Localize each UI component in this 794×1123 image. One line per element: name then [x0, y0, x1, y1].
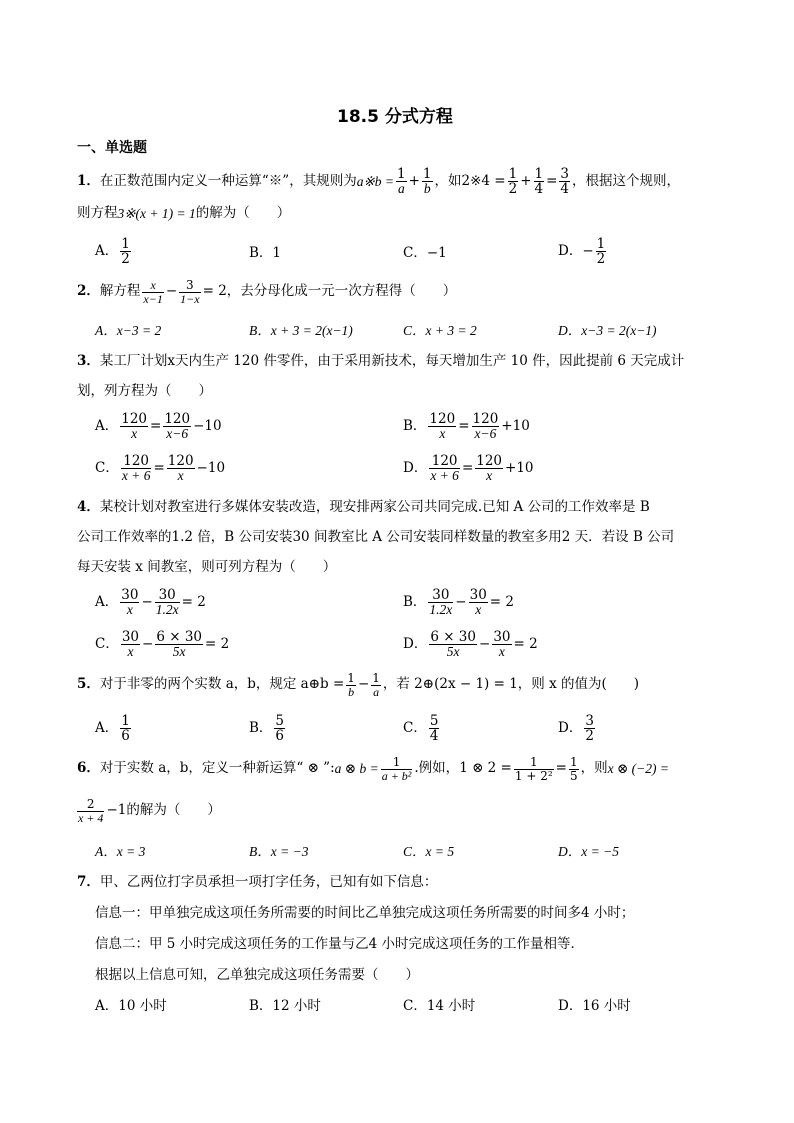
operator: −	[479, 635, 491, 652]
question-text: 某工厂计划x天内生产 120 件零件，由于采用新技术，每天增加生产 10 件，因此提前 6 天完成计	[99, 353, 685, 369]
fraction: $\frac{120}{x}$	[429, 411, 456, 442]
fraction: $\frac{1}{\text{a + b²}}$	[381, 755, 412, 783]
fraction: $\frac{120}{x + 6}$	[121, 453, 151, 484]
formula: = 2	[513, 635, 538, 652]
fraction: $\frac{120}{x}$	[121, 411, 148, 442]
option-label: D．	[558, 242, 583, 259]
formula: a※b =	[356, 173, 395, 189]
option-label: D．	[403, 459, 428, 476]
option-label: A．	[95, 417, 119, 434]
fraction: $\frac{30}{x}$	[121, 587, 139, 618]
option-c[interactable]	[95, 630, 229, 659]
option-c[interactable]	[403, 714, 441, 743]
option-a[interactable]	[95, 237, 133, 266]
operator: −	[455, 593, 467, 610]
question-4-line-2: 公司工作效率的1.2 倍，B 公司安装30 间教室比 A 公司安装同样数量的教室多用2 天．若设 B 公司	[77, 529, 675, 545]
question-6-line-2	[75, 798, 221, 824]
option-b[interactable]: B．12 小时	[249, 998, 321, 1014]
question-number: 7．	[77, 874, 100, 890]
question-text: 在正数范围内定义一种运算“※”，其规则为	[99, 172, 357, 189]
question-3-line-1	[77, 355, 684, 369]
option-b[interactable]: B．x + 3 = 2(x−1)	[249, 323, 353, 338]
option-b[interactable]	[403, 412, 530, 441]
formula: 3※(x + 1) = 1	[117, 206, 196, 221]
question-7-prompt: 根据以上信息可知，乙单独完成这项任务需要（ ）	[95, 967, 419, 983]
formula: 2※4 =	[461, 172, 506, 189]
fraction: $\frac{2}{x + 4}$	[78, 797, 104, 825]
fraction: $\frac{120}{x + 6}$	[430, 453, 459, 484]
question-text: 的解为（ ）	[195, 205, 291, 221]
formula: = 2	[489, 593, 514, 610]
fraction: $\frac{30}{x}$	[469, 587, 487, 618]
formula: −10	[196, 459, 226, 476]
question-4-line-1	[77, 501, 650, 515]
fraction: $\frac{1}{\text{1 + 2²}}$	[514, 755, 553, 783]
operator: =	[458, 417, 470, 434]
fraction: $\frac{30}{x}$	[493, 629, 511, 660]
option-label: B．	[249, 719, 273, 736]
formula: = 2	[205, 635, 230, 652]
operator: −	[141, 593, 153, 610]
option-label: A．	[95, 242, 119, 259]
fraction: $\frac{120}{x-6}$	[164, 411, 191, 442]
option-label: C．	[95, 635, 119, 652]
question-text: −1的解为（ ）	[106, 802, 221, 819]
fraction: $\frac{3}{2}$	[585, 713, 594, 745]
option-a[interactable]	[95, 588, 206, 617]
question-1-line-1	[77, 167, 680, 196]
question-text: ，则	[580, 760, 608, 777]
option-d[interactable]	[403, 454, 534, 483]
option-d[interactable]: D．16 小时	[558, 998, 631, 1014]
question-text: 某校计划对教室进行多媒体安装改造，现安排两家公司共同完成.已知 A 公司的工作效率是 B	[99, 499, 650, 515]
formula: = 2	[181, 593, 206, 610]
formula: +10	[501, 417, 530, 434]
option-d[interactable]	[558, 237, 608, 266]
fraction: $\frac{1}{2}$	[508, 166, 518, 198]
question-text: ，根据这个规则，	[572, 172, 681, 189]
fraction: $\frac{1}{a}$	[372, 671, 380, 699]
option-d[interactable]: D．x = −5	[558, 844, 619, 859]
option-a[interactable]	[95, 412, 222, 441]
operator: =	[153, 459, 165, 476]
formula: x ⊗ (−2) =	[607, 761, 669, 777]
question-number: 6．	[77, 760, 100, 777]
info-1: 信息一：甲单独完成这项任务所需要的时间比乙单独完成这项任务所需要的时间多4 小时；	[95, 905, 635, 921]
option-a[interactable]: A．10 小时	[95, 998, 167, 1014]
question-5-line-1	[77, 672, 639, 698]
page-title: 18.5 分式方程	[337, 107, 453, 127]
question-text: .例如，	[414, 760, 460, 777]
operator: =	[546, 172, 558, 189]
question-text: ，如	[434, 172, 462, 189]
operator: −	[142, 635, 154, 652]
operator: =	[461, 459, 474, 476]
question-number: 5．	[77, 676, 100, 693]
operator: +	[408, 172, 420, 189]
question-3-line-2: 划，列方程为（ ）	[77, 383, 212, 399]
option-label: D．	[558, 719, 583, 736]
operator: =	[555, 760, 567, 777]
operator: −	[357, 676, 370, 693]
fraction: $\frac{1}{2}$	[121, 236, 130, 268]
question-6-line-1	[77, 756, 669, 782]
question-7-line-1	[77, 876, 437, 890]
fraction: $\frac{120}{x-6}$	[472, 411, 499, 442]
option-a[interactable]	[95, 714, 133, 743]
fraction: $\frac{1}{b}$	[347, 671, 355, 699]
option-b[interactable]	[403, 588, 514, 617]
fraction: $\frac{6 \times 30}{5x}$	[156, 629, 203, 660]
fraction: $\frac{1}{b}$	[422, 166, 432, 197]
option-d[interactable]: D．x−3 = 2(x−1)	[558, 323, 657, 338]
question-text: = 2，去分母化成一元一次方程得（ ）	[202, 283, 457, 300]
question-text: 对于非零的两个实数 a，b，规定 a⊕b =	[99, 676, 345, 693]
question-1-line-2	[77, 207, 290, 221]
question-number: 4．	[77, 499, 100, 515]
option-label: C．	[403, 719, 427, 736]
fraction: $\frac{120}{x}$	[476, 453, 503, 484]
option-label: A．	[95, 593, 119, 610]
fraction: $\frac{1}{2}$	[596, 236, 606, 268]
fraction: $\frac{1}{6}$	[121, 713, 130, 745]
fraction: $\frac{1}{5}$	[569, 755, 578, 783]
fraction: $\frac{30}{1.2x}$	[155, 587, 179, 618]
fraction: $\frac{3}{4}$	[560, 166, 570, 198]
question-text: 则方程	[77, 205, 118, 221]
option-c[interactable]: C．−1	[403, 245, 447, 261]
operator: −	[165, 283, 178, 300]
option-b[interactable]	[249, 714, 287, 743]
option-a[interactable]: A．x = 3	[95, 844, 146, 859]
formula: a ⊗ b =	[334, 761, 379, 777]
fraction: $\frac{30}{x}$	[121, 629, 140, 660]
formula: 1 ⊗ 2 =	[459, 760, 512, 777]
option-label: B．	[403, 593, 427, 610]
fraction: $\frac{6 \times 30}{5x}$	[430, 629, 476, 660]
fraction: $\frac{x}{x-1}$	[143, 278, 163, 306]
option-b[interactable]: B．1	[249, 245, 282, 261]
option-label: C．	[95, 459, 119, 476]
info-2: 信息二：甲 5 小时完成这项任务的工作量与乙4 小时完成这项任务的工作量相等．	[95, 936, 585, 952]
fraction: $\frac{5}{4}$	[429, 713, 439, 745]
section-heading: 一、单选题	[77, 140, 147, 156]
fraction: $\frac{5}{6}$	[275, 713, 285, 745]
option-b[interactable]: B．x = −3	[249, 844, 309, 859]
option-label: D．	[403, 635, 428, 652]
operator: −	[582, 242, 594, 259]
question-number: 2．	[77, 283, 100, 300]
option-c[interactable]: C．x + 3 = 2	[403, 323, 477, 338]
fraction: $\frac{1}{4}$	[534, 166, 544, 198]
question-2-line-1	[77, 279, 456, 305]
question-number: 1．	[77, 172, 100, 189]
option-a[interactable]: A．x−3 = 2	[95, 323, 162, 338]
question-text: 甲、乙两位打字员承担一项打字任务，已知有如下信息：	[99, 874, 438, 890]
question-text: 解方程	[99, 283, 141, 300]
fraction: $\frac{30}{1.2x}$	[429, 587, 453, 618]
question-text: 对于实数 a，b，定义一种新运算“ ⊗ ”:	[99, 760, 335, 777]
option-c[interactable]	[95, 454, 225, 483]
option-label: B．	[403, 417, 427, 434]
question-4-line-3: 每天安装 x 间教室，则可列方程为（ ）	[77, 559, 337, 575]
operator: =	[150, 417, 162, 434]
question-number: 3．	[77, 353, 100, 369]
option-c[interactable]: C．x = 5	[403, 844, 455, 859]
fraction: $\frac{120}{x}$	[167, 453, 194, 484]
question-text: ，若 2⊕(2x − 1) = 1，则 x 的值为( )	[382, 676, 640, 693]
fraction: $\frac{1}{a}$	[397, 166, 406, 197]
formula: −10	[193, 417, 222, 434]
operator: +	[520, 172, 532, 189]
option-c[interactable]: C．14 小时	[403, 998, 476, 1014]
fraction: $\frac{3}{1-x}$	[180, 278, 200, 306]
option-label: A．	[95, 719, 119, 736]
option-d[interactable]	[558, 714, 597, 743]
option-d[interactable]	[403, 630, 538, 659]
formula: +10	[505, 459, 534, 476]
